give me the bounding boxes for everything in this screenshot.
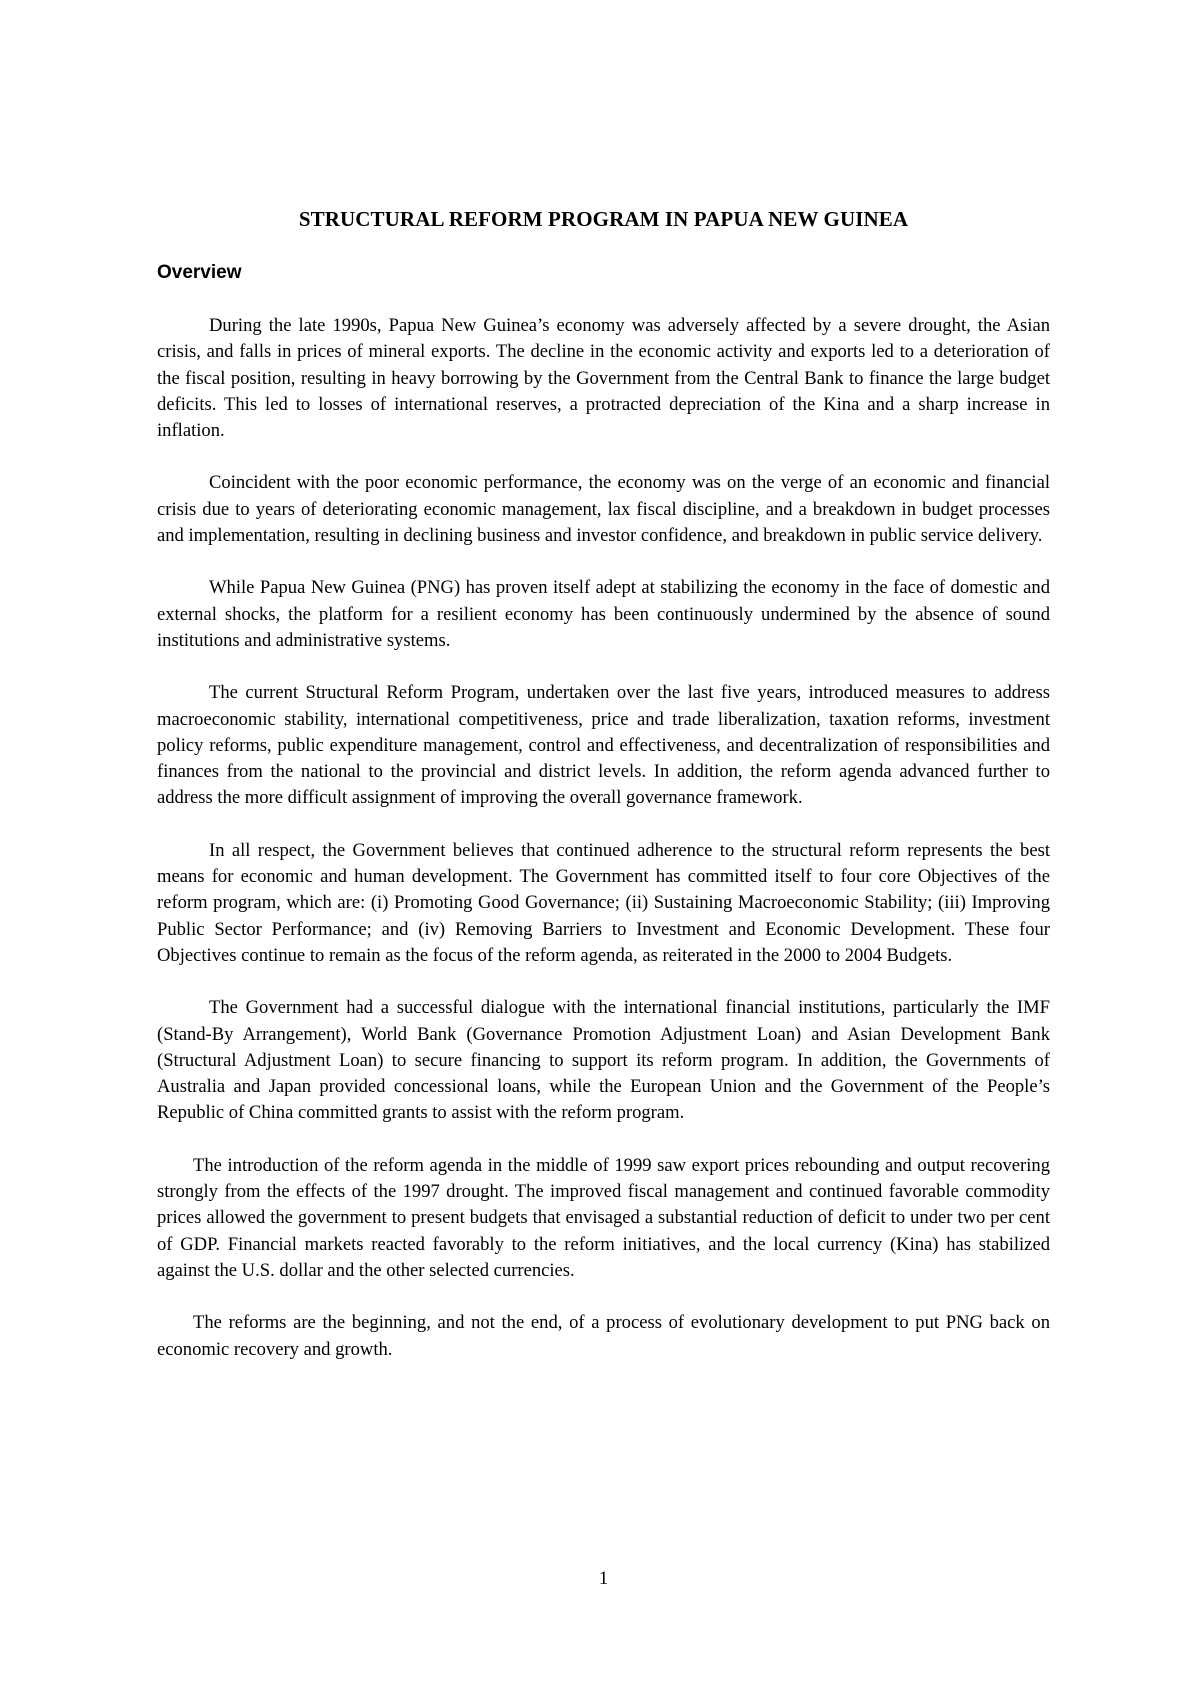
- paragraph: The introduction of the reform agenda in the middle of 1999 saw export prices rebounding and output recovering strongly from the effects of the 1997 drought. The improved fiscal management and continued favorable commodity prices allowed the government to present budgets that envisaged a substantial reduction of deficit to under two per cent of GDP. Financial markets reacted favorably to the reform initiatives, and the local currency (Kina) has stabilized against the U.S. dollar and the other selected currencies.: [157, 1154, 1050, 1281]
- paragraph: The Government had a successful dialogue with the international financial institutions, particularly the IMF (Stand-By Arrangement), World Bank (Governance Promotion Adjustment Loan) and Asian Development Bank (Structural Adjustment Loan) to secure financing to support its reform program. In addition, the Governments of Australia and Japan provided concessional loans, while the European Union and the Government of the People’s Republic of China committed grants to assist with the reform program.: [157, 997, 1050, 1124]
- paragraph: During the late 1990s, Papua New Guinea’s economy was adversely affected by a severe drought, the Asian crisis, and falls in prices of mineral exports. The decline in the economic activity and exports led to a deterioration of the fiscal position, resulting in heavy borrowing by the Government from the Central Bank to finance the large budget deficits. This led to losses of international reserves, a protracted depreciation of the Kina and a sharp increase in inflation.: [157, 315, 1050, 442]
- paragraph: Coincident with the poor economic performance, the economy was on the verge of an economic and financial crisis due to years of deteriorating economic management, lax fiscal discipline, and a breakdown in budget processes and implementation, resulting in declining business and investor confidence, and breakdown in public service delivery.: [157, 472, 1050, 547]
- paragraph: While Papua New Guinea (PNG) has proven itself adept at stabilizing the economy in the face of domestic and external shocks, the platform for a resilient economy has been continuously undermined by the absence of sound institutions and administrative systems.: [157, 577, 1050, 651]
- document-title: STRUCTURAL REFORM PROGRAM IN PAPUA NEW GUINEA: [298, 207, 909, 231]
- paragraph: The current Structural Reform Program, undertaken over the last five years, introduced measures to address macroeconomic stability, international competitiveness, price and trade liberalization, taxation reforms, investment policy reforms, public expenditure management, control and effectiveness, and decentralization of responsibilities and finances from the national to the provincial and district levels. In addition, the reform agenda advanced further to address the more difficult assignment of improving the overall governance framework.: [157, 682, 1050, 809]
- document-page: [157, 0, 1050, 1698]
- paragraph: The reforms are the beginning, and not the end, of a process of evolutionary development to put PNG back on economic recovery and growth.: [157, 1312, 1050, 1360]
- document-body: [157, 313, 1050, 1389]
- paragraph: In all respect, the Government believes that continued adherence to the structural reform represents the best means for economic and human development. The Government has committed itself to four core Objectives of the reform program, which are: (i) Promoting Good Governance; (ii) Sustaining Macroeconomic Stability; (iii) Improving Public Sector Performance; and (iv) Removing Barriers to Investment and Economic Development. These four Objectives continue to remain as the focus of the reform agenda, as reiterated in the 2000 to 2004 Budgets.: [157, 839, 1050, 966]
- section-heading-overview: Overview: [157, 262, 242, 283]
- page-number: 1: [598, 1568, 609, 1589]
